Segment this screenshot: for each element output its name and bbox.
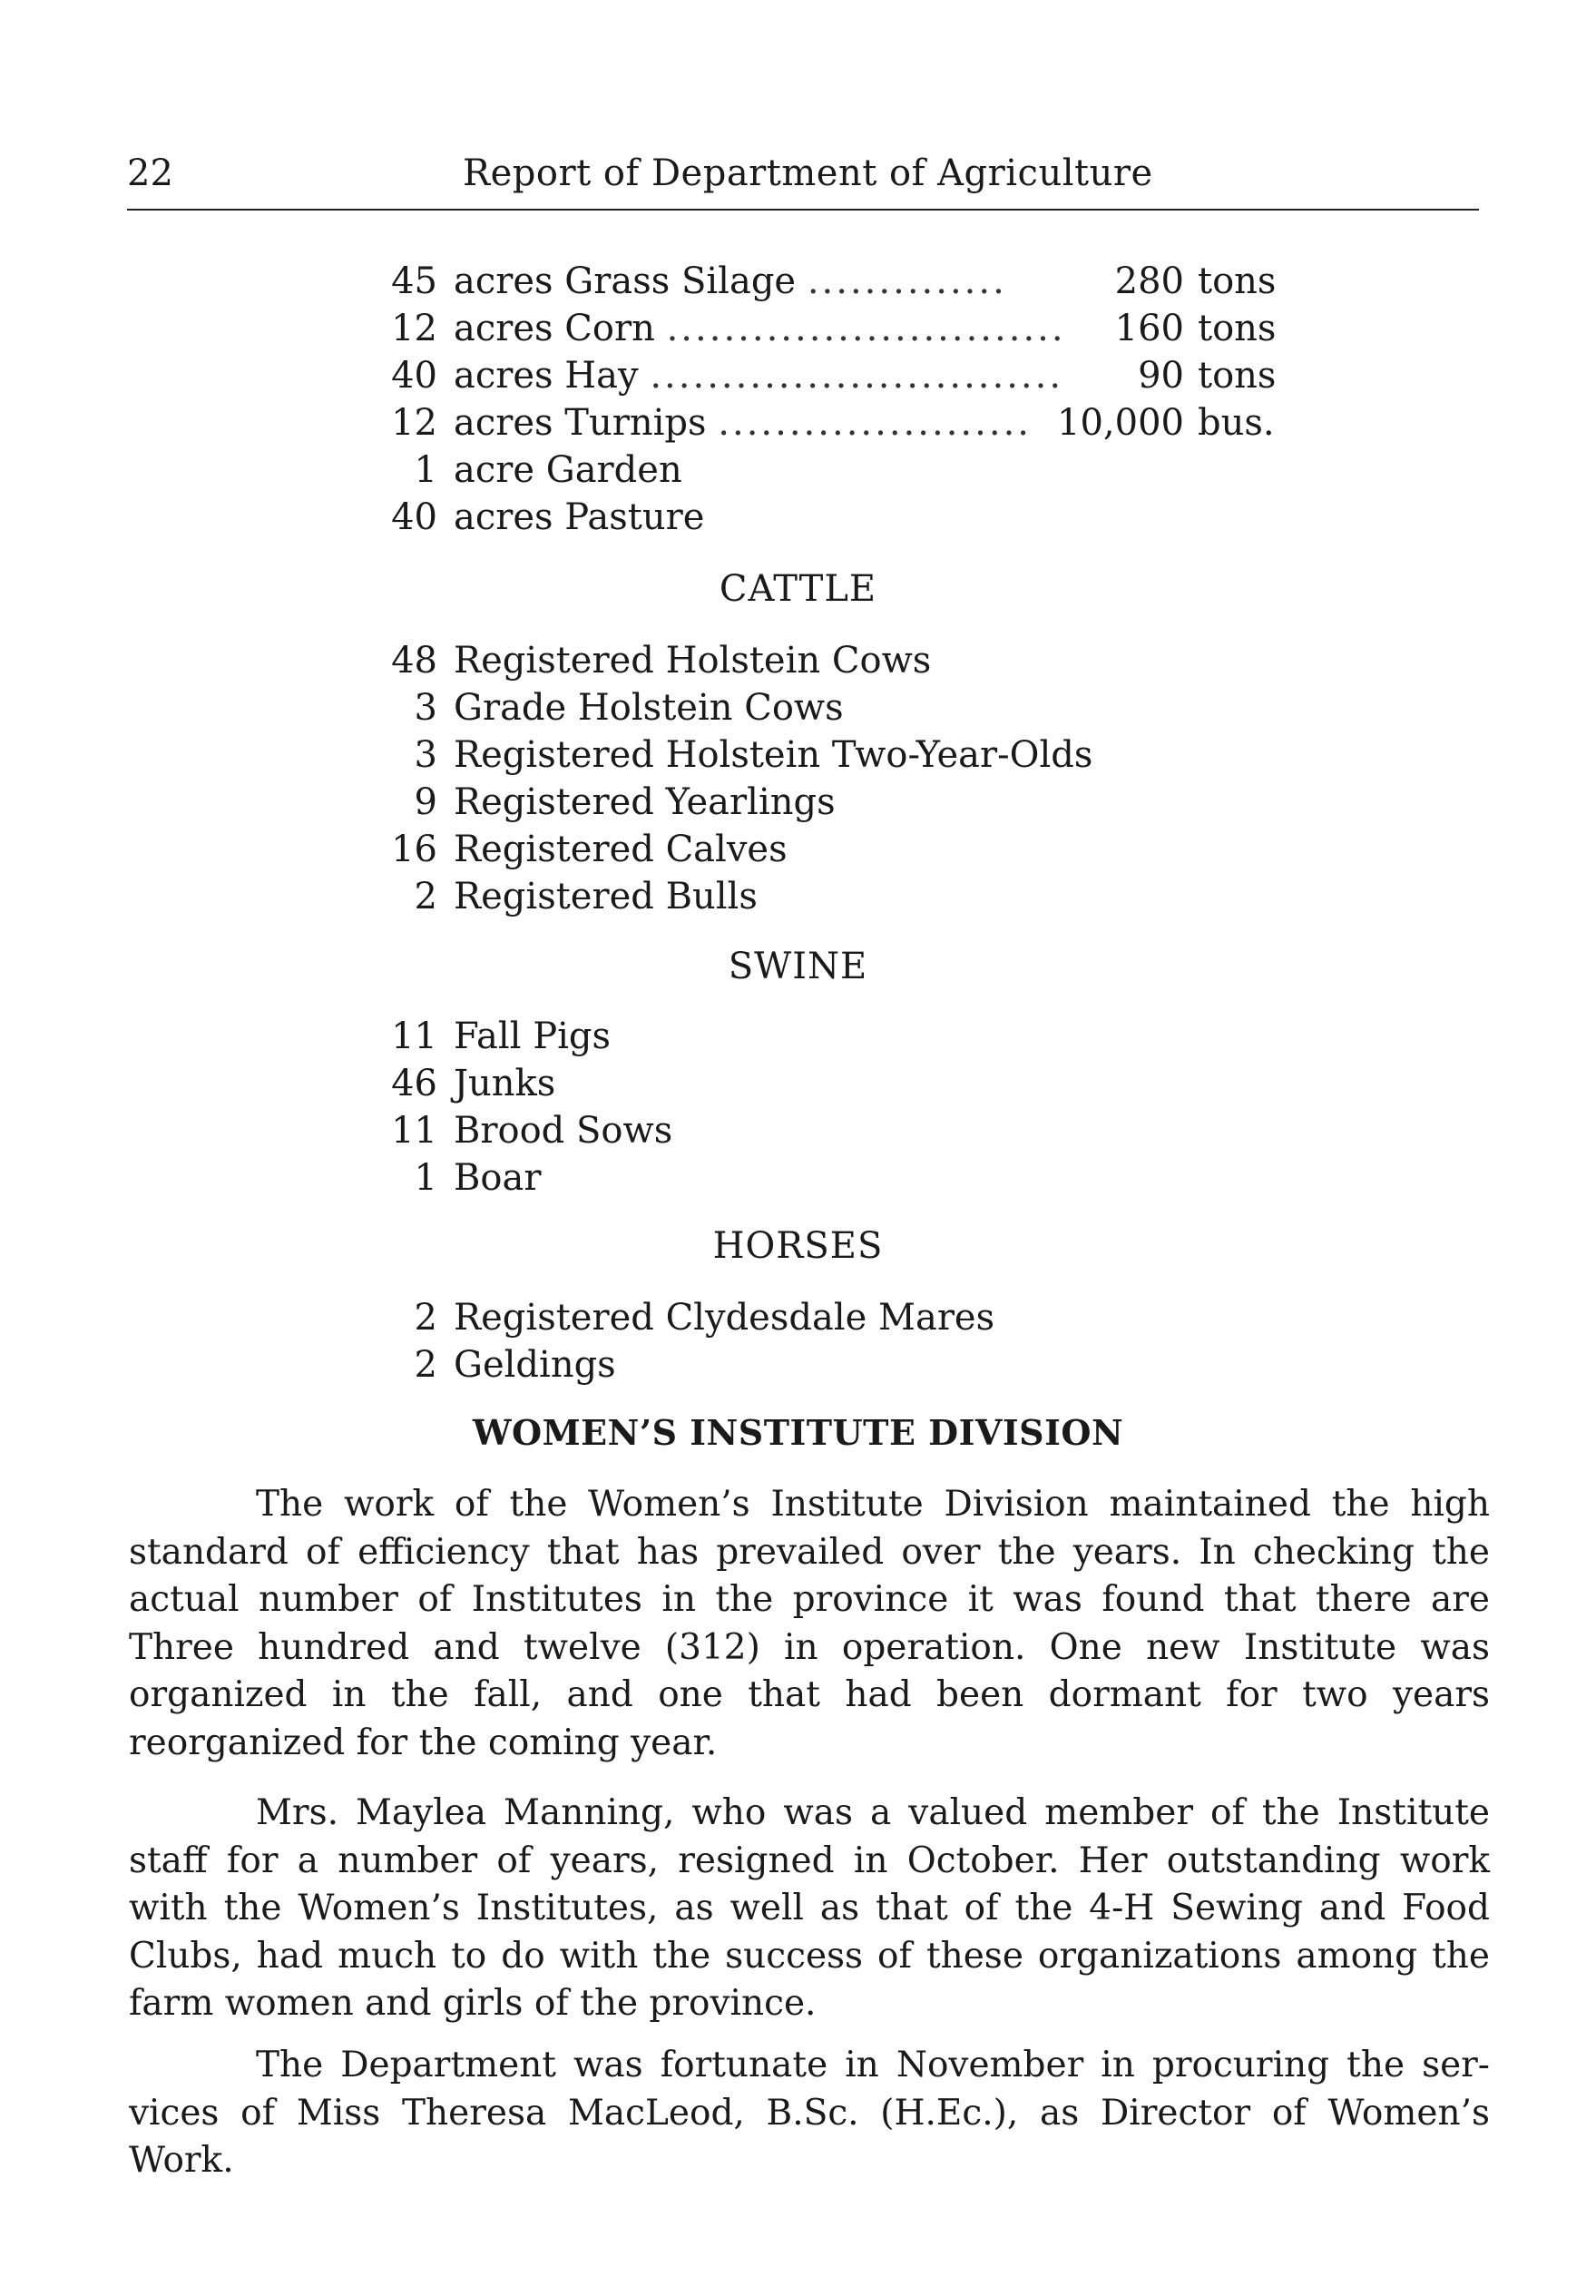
crop-qty: 45 — [391, 260, 437, 302]
leader-dots: ...................... — [718, 402, 1032, 444]
item-qty: 46 — [391, 1063, 437, 1104]
item-desc: Registered Holstein Two-Year-Olds — [454, 734, 1093, 776]
horses-list — [381, 1294, 994, 1388]
list-item — [381, 684, 1092, 731]
item-desc: Boar — [454, 1157, 542, 1199]
leader-dots: .............. — [807, 260, 1007, 302]
cattle-heading: CATTLE — [719, 568, 877, 610]
list-item — [381, 352, 1277, 399]
item-desc: Junks — [454, 1063, 556, 1104]
crop-desc: acres Corn — [454, 308, 655, 349]
crop-qty: 40 — [391, 355, 437, 397]
item-desc: Grade Holstein Cows — [454, 687, 844, 729]
swine-heading: SWINE — [728, 946, 868, 987]
item-qty: 9 — [414, 781, 437, 823]
division-heading: WOMEN’S INSTITUTE DIVISION — [472, 1412, 1124, 1453]
crop-yield: 160 — [1114, 308, 1184, 349]
item-qty: 11 — [391, 1110, 437, 1152]
crop-desc: acres Turnips — [454, 402, 707, 444]
item-qty: 1 — [414, 1157, 437, 1199]
crop-yield: 280 — [1114, 260, 1184, 302]
list-item — [381, 1294, 994, 1341]
item-desc: Registered Calves — [454, 829, 788, 870]
item-desc: Registered Clydesdale Mares — [454, 1297, 995, 1339]
leader-dots: ............................. — [650, 355, 1064, 397]
crop-qty: 40 — [391, 496, 437, 538]
crops-list — [381, 258, 1277, 541]
item-qty: 11 — [391, 1016, 437, 1057]
list-item — [381, 494, 975, 541]
header-rule — [127, 209, 1479, 211]
crop-yield: 10,000 — [1057, 402, 1184, 444]
crop-desc: acres Hay — [454, 355, 639, 397]
list-item — [381, 1154, 672, 1202]
crop-desc: acres Grass Silage — [454, 260, 797, 302]
paragraph-text: The Department was fortunate in November in procuring the ser-vices of Miss Theresa MacLeod, B.Sc. (H.Ec.), as Director of Women’s Work. — [129, 2045, 1490, 2181]
list-item — [381, 1013, 672, 1060]
item-desc: Registered Holstein Cows — [454, 640, 932, 682]
item-qty: 3 — [414, 687, 437, 729]
cattle-list — [381, 637, 1092, 920]
page-number: 22 — [127, 152, 173, 194]
list-item — [381, 305, 1277, 352]
item-qty: 16 — [391, 829, 437, 870]
paragraph — [129, 1790, 1490, 2028]
crop-desc: acre Garden — [454, 449, 682, 491]
item-qty: 2 — [414, 1344, 437, 1386]
crop-yield: 90 — [1138, 355, 1184, 397]
crop-unit: tons — [1198, 260, 1277, 302]
crop-qty: 1 — [414, 449, 437, 491]
list-item — [381, 1060, 672, 1107]
swine-list — [381, 1013, 672, 1202]
list-item — [381, 779, 1092, 826]
crop-desc: acres Pasture — [454, 496, 705, 538]
list-item — [381, 1341, 994, 1388]
list-item — [381, 873, 1092, 920]
paragraph-text: Mrs. Maylea Manning, who was a valued member of the Institute staff for a number of years, resigned in October. Her outstanding work with the Women’s Institutes, as well as that of the 4-H Sewing and Food Clubs, had much to do with the success of these organizations among the farm women and girls of the province. — [129, 1792, 1490, 2024]
list-item — [381, 446, 975, 494]
item-qty: 48 — [391, 640, 437, 682]
horses-heading: HORSES — [712, 1225, 884, 1267]
list-item — [381, 258, 1277, 305]
list-item — [381, 826, 1092, 873]
list-item — [381, 637, 1092, 684]
paragraph — [129, 1481, 1490, 1767]
page-header — [127, 152, 1479, 198]
list-item — [381, 399, 1275, 446]
paragraph — [129, 2042, 1490, 2185]
item-desc: Registered Bulls — [454, 876, 758, 917]
leader-dots: ............................ — [666, 308, 1066, 349]
crop-qty: 12 — [391, 402, 437, 444]
crop-unit: tons — [1198, 308, 1277, 349]
crop-qty: 12 — [391, 308, 437, 349]
item-desc: Brood Sows — [454, 1110, 673, 1152]
item-qty: 3 — [414, 734, 437, 776]
item-desc: Registered Yearlings — [454, 781, 836, 823]
item-desc: Geldings — [454, 1344, 616, 1386]
list-item — [381, 731, 1092, 779]
running-title: Report of Department of Agriculture — [463, 152, 1153, 194]
paragraph-text: The work of the Women’s Institute Division maintained the high standard of efficiency that has prevailed over the years. In checking the actual number of Institutes in the province it was found that there are Three hundred and twelve (312) in operation. One new Institute was organized in the fall, and one that had been dormant for two years reorganized for the coming year. — [129, 1484, 1490, 1763]
item-qty: 2 — [414, 1297, 437, 1339]
item-qty: 2 — [414, 876, 437, 917]
list-item — [381, 1107, 672, 1154]
crop-unit: bus. — [1198, 402, 1275, 444]
crop-unit: tons — [1198, 355, 1277, 397]
item-desc: Fall Pigs — [454, 1016, 612, 1057]
